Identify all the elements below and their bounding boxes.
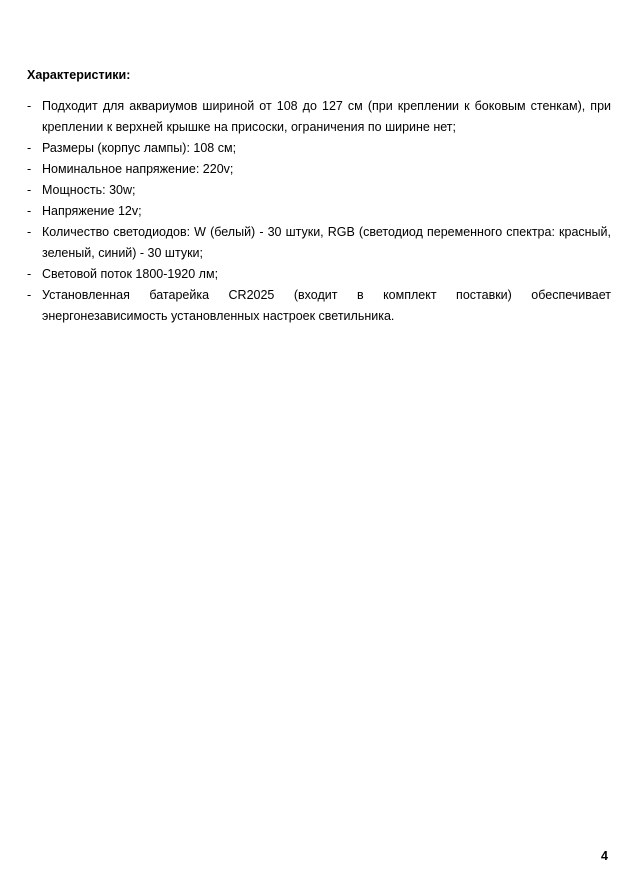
bullet-dash: - — [27, 267, 32, 281]
bullet-dash: - — [27, 183, 32, 197]
list-item — [27, 285, 611, 327]
bullet-dash: - — [27, 141, 32, 155]
section-heading: Характеристики: — [27, 68, 131, 82]
list-item-text: Количество светодиодов: W (белый) - 30 штуки, RGB (светодиод переменного спектра: красный, зеленый, синий) - 30 штуки; — [42, 225, 611, 260]
list-item-text: Установленная батарейка CR2025 (входит в комплект поставки) обеспечивает энергонезависимость установленных настроек светильника. — [42, 288, 611, 323]
list-item — [27, 201, 611, 222]
bullet-dash: - — [27, 288, 32, 302]
list-item — [27, 96, 611, 138]
list-item-text: Световой поток 1800-1920 лм; — [42, 267, 219, 281]
list-item-text: Мощность: 30w; — [42, 183, 136, 197]
bullet-dash: - — [27, 162, 32, 176]
list-item — [27, 159, 611, 180]
list-item-text: Напряжение 12v; — [42, 204, 142, 218]
page-number: 4 — [601, 849, 608, 863]
specifications-list — [27, 96, 611, 327]
list-item — [27, 222, 611, 264]
list-item — [27, 138, 611, 159]
list-item-text: Размеры (корпус лампы): 108 см; — [42, 141, 237, 155]
bullet-dash: - — [27, 225, 32, 239]
bullet-dash: - — [27, 99, 32, 113]
list-item-text: Подходит для аквариумов шириной от 108 до 127 см (при креплении к боковым стенкам), при креплении к верхней крышке на присоски, ограничения по ширине нет; — [42, 99, 611, 134]
list-item — [27, 264, 611, 285]
list-item-text: Номинальное напряжение: 220v; — [42, 162, 234, 176]
list-item — [27, 180, 611, 201]
bullet-dash: - — [27, 204, 32, 218]
